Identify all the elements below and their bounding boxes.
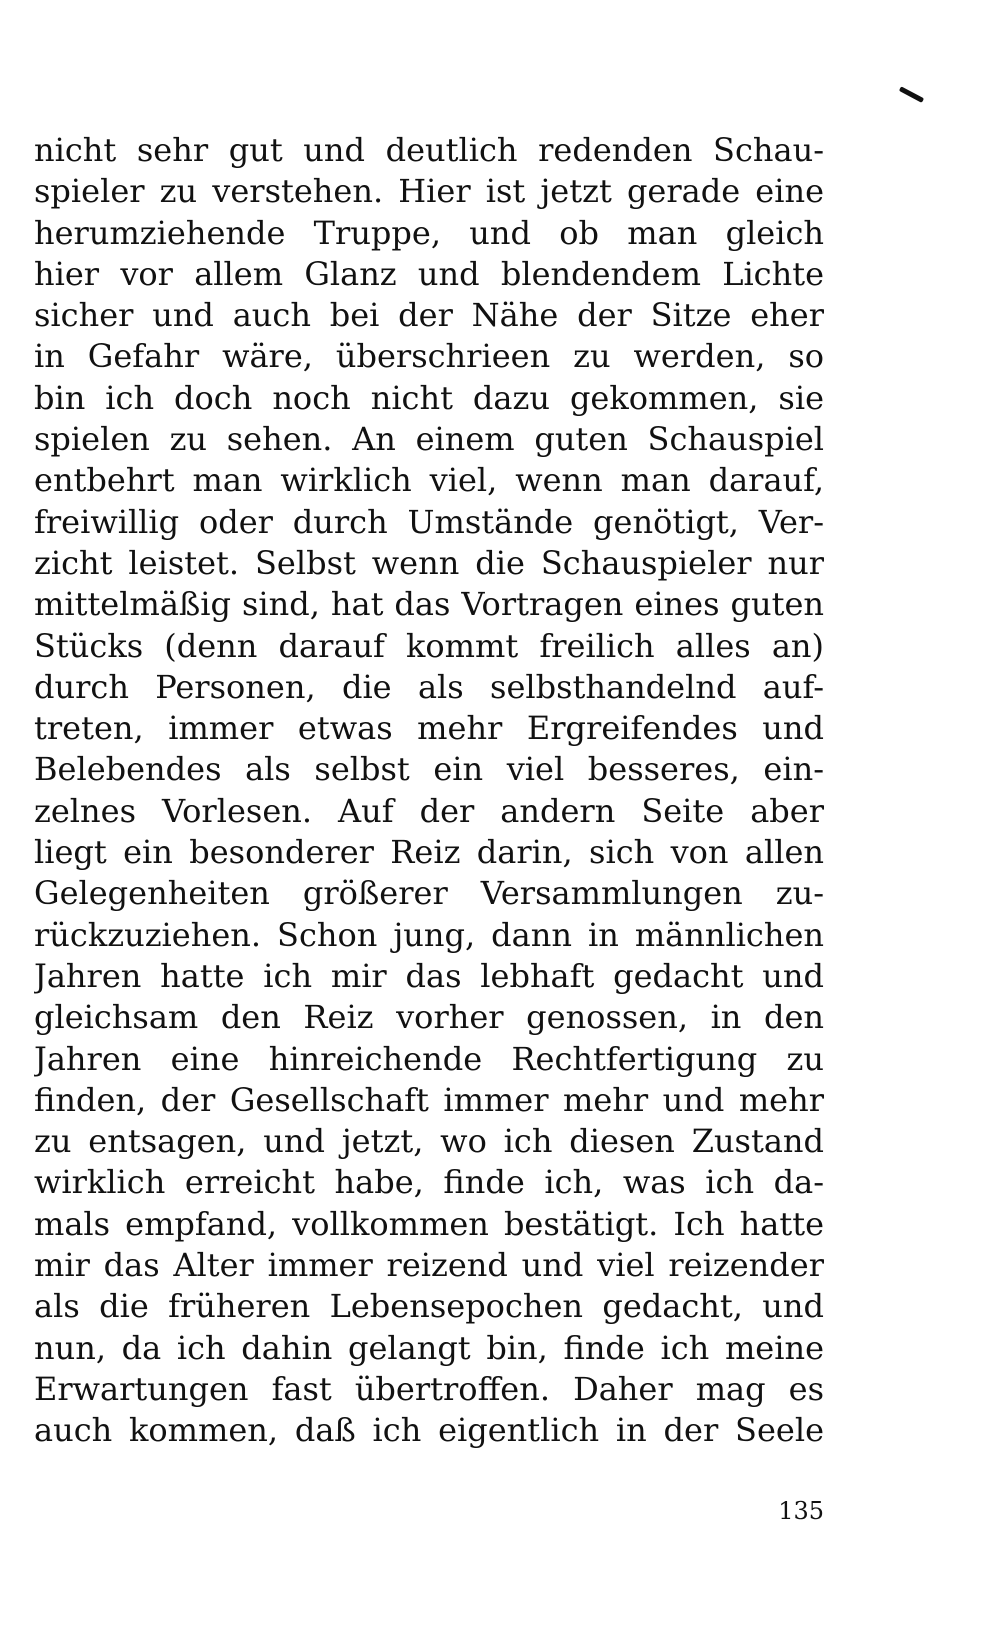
text-line: gleichsam den Reiz vorher genossen, in den: [34, 998, 824, 1037]
text-line: zicht leistet. Selbst wenn die Schauspieler nur: [34, 543, 824, 582]
text-line: zu entsagen, und jetzt, wo ich diesen Zustand: [34, 1122, 824, 1161]
text-line: Stücks (denn darauf kommt freilich alles an): [34, 626, 824, 665]
text-line: nicht sehr gut und deutlich redenden Schau-: [34, 131, 824, 169]
text-line: freiwillig oder durch Umstände genötigt, Ver-: [34, 502, 824, 541]
text-line: durch Personen, die als selbsthandelnd auf-: [34, 667, 824, 706]
text-line: finden, der Gesellschaft immer mehr und mehr: [34, 1080, 824, 1119]
page-number: 135: [778, 1497, 824, 1525]
text-line: als die früheren Lebensepochen gedacht, und: [34, 1287, 824, 1326]
text-line: nun, da ich dahin gelangt bin, finde ich meine: [34, 1328, 824, 1367]
text-line: hier vor allem Glanz und blendendem Lichte: [34, 254, 824, 293]
text-line: in Gefahr wäre, überschrieen zu werden, so: [34, 337, 824, 376]
text-line: Gelegenheiten größerer Versammlungen zu-: [34, 874, 824, 913]
text-line: herumziehende Truppe, und ob man gleich: [34, 213, 824, 252]
text-line: spielen zu sehen. An einem guten Schauspiel: [34, 420, 824, 459]
text-line: auch kommen, daß ich eigentlich in der Seele: [34, 1411, 824, 1450]
text-line: sicher und auch bei der Nähe der Sitze eher: [34, 296, 824, 335]
text-line: mir das Alter immer reizend und viel reizender: [34, 1246, 824, 1285]
text-line: entbehrt man wirklich viel, wenn man darauf,: [34, 461, 824, 500]
body-text: [34, 130, 824, 1452]
text-line: Belebendes als selbst ein viel besseres, ein-: [34, 750, 824, 789]
corner-mark: [899, 86, 924, 103]
text-line: zelnes Vorlesen. Auf der andern Seite aber: [34, 791, 824, 830]
text-line: spieler zu verstehen. Hier ist jetzt gerade eine: [34, 172, 824, 211]
text-line: Jahren eine hinreichende Rechtfertigung zu: [34, 1039, 824, 1078]
text-line: rückzuziehen. Schon jung, dann in männlichen: [34, 915, 824, 954]
text-line: bin ich doch noch nicht dazu gekommen, sie: [34, 378, 824, 417]
text-line: Erwartungen fast übertroffen. Daher mag es: [34, 1369, 824, 1408]
text-line: treten, immer etwas mehr Ergreifendes und: [34, 709, 824, 748]
text-line: mals empfand, vollkommen bestätigt. Ich hatte: [34, 1204, 824, 1243]
text-line: mittelmäßig sind, hat das Vortragen eines guten: [34, 585, 824, 624]
text-line: liegt ein besonderer Reiz darin, sich von allen: [34, 833, 824, 872]
text-line: Jahren hatte ich mir das lebhaft gedacht und: [34, 956, 824, 995]
text-line: wirklich erreicht habe, finde ich, was ich da-: [34, 1163, 824, 1202]
